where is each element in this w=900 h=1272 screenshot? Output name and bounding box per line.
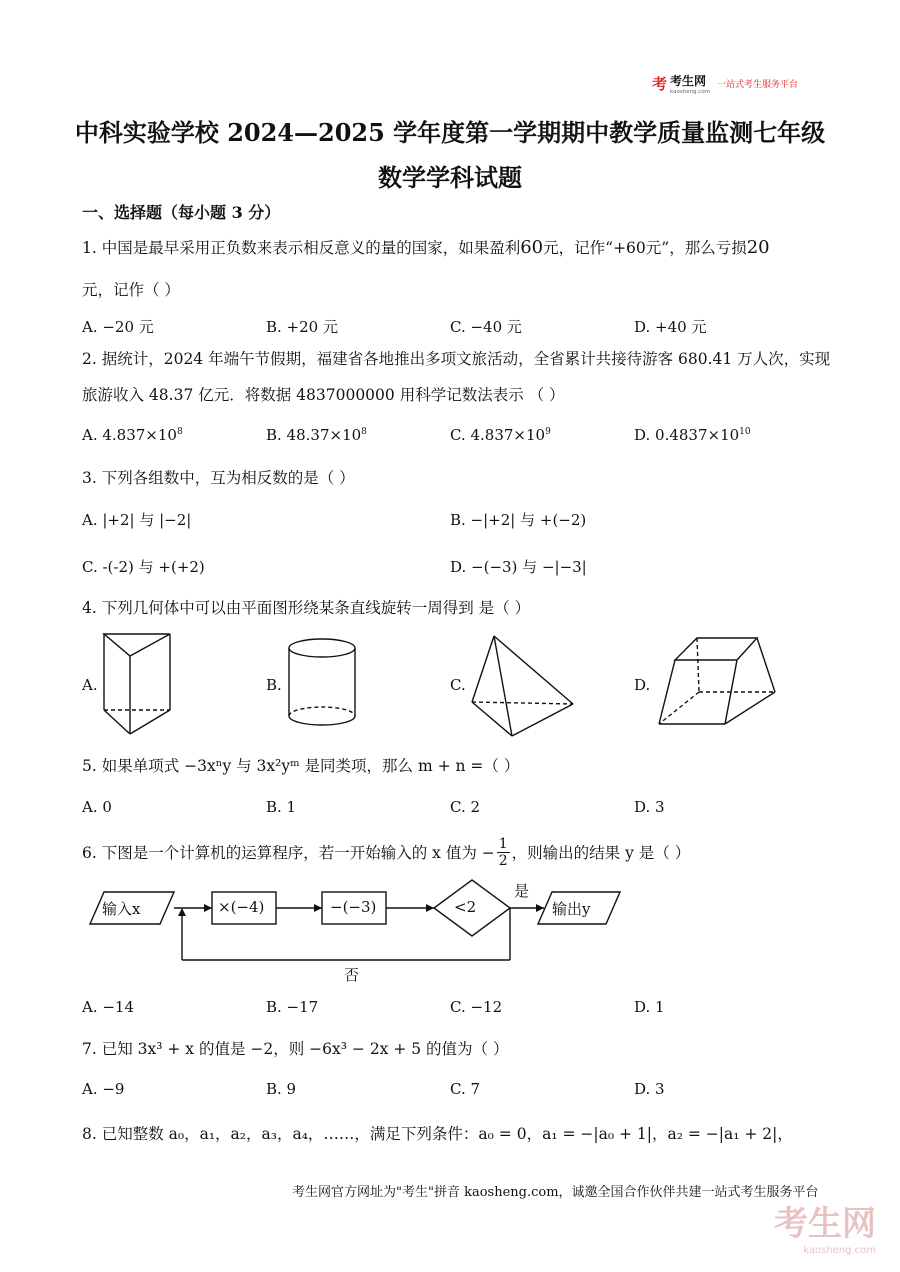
q3-option-a[interactable]: A. |+2| 与 |−2| bbox=[82, 511, 192, 529]
q4-option-a[interactable]: A. bbox=[82, 676, 98, 694]
page-subtitle: 数学学科试题 bbox=[378, 163, 522, 192]
q3-option-b[interactable]: B. −|+2| 与 +(−2) bbox=[450, 511, 587, 529]
q7-option-d[interactable]: D. 3 bbox=[634, 1080, 665, 1098]
watermark: 考生网 kaosheng.com bbox=[774, 1204, 876, 1256]
footer-note: 考生网官方网址为"考生"拼音 kaosheng.com，诚邀全国合作伙伴共建一站式考生服务平台 bbox=[292, 1185, 819, 1200]
q1-option-b[interactable]: B. +20 元 bbox=[266, 318, 338, 336]
q5-option-b[interactable]: B. 1 bbox=[266, 798, 297, 816]
flow-no-label: 否 bbox=[344, 966, 360, 984]
q4-option-c[interactable]: C. bbox=[450, 676, 466, 694]
question-3: 3. 下列各组数中，互为相反数的是（ ） bbox=[82, 469, 355, 487]
q7-option-b[interactable]: B. 9 bbox=[266, 1080, 297, 1098]
q1-option-a[interactable]: A. −20 元 bbox=[82, 318, 154, 336]
question-1: 1. 中国是最早采用正负数来表示相反意义的量的国家，如果盈利60元，记作“+60元”，那么亏损20 bbox=[82, 237, 770, 258]
question-8: 8. 已知整数 a₀，a₁，a₂，a₃，a₄，……，满足下列条件：a₀ = 0，a₁ = −|a₀ + 1|，a₂ = −|a₁ + 2|， bbox=[82, 1125, 793, 1143]
flow-yes-label: 是 bbox=[514, 882, 530, 900]
question-6: 6. 下图是一个计算机的运算程序，若一开始输入的 x 值为 − $\frac{1}{2}$ ，则输出的结果 y 是（ ） bbox=[82, 836, 691, 869]
cylinder-figure bbox=[285, 636, 360, 731]
q3-option-d[interactable]: D. −(−3) 与 −|−3| bbox=[450, 558, 587, 576]
question-5: 5. 如果单项式 −3xⁿy 与 3x²yᵐ 是同类项，那么 m + n =（ ） bbox=[82, 757, 520, 775]
q6-option-a[interactable]: A. −14 bbox=[82, 998, 135, 1016]
q1-option-c[interactable]: C. −40 元 bbox=[450, 318, 522, 336]
q3-option-c[interactable]: C. -(-2) 与 +(+2) bbox=[82, 558, 205, 576]
frustum-figure bbox=[655, 634, 780, 729]
q5-option-d[interactable]: D. 3 bbox=[634, 798, 665, 816]
q7-option-c[interactable]: C. 7 bbox=[450, 1080, 481, 1098]
flow-input: 输入x bbox=[102, 900, 141, 918]
q1-option-d[interactable]: D. +40 元 bbox=[634, 318, 707, 336]
flow-condition: <2 bbox=[454, 898, 477, 916]
question-2: 2. 据统计，2024 年端午节假期，福建省各地推出多项文旅活动，全省累计共接待游客 680.41 万人次，实现 bbox=[82, 350, 831, 368]
q2-option-b[interactable]: B. $48.37\times 10^8$ bbox=[266, 426, 367, 444]
prism-figure bbox=[100, 630, 175, 740]
pyramid-figure bbox=[468, 632, 578, 742]
q6-option-c[interactable]: C. −12 bbox=[450, 998, 503, 1016]
q2-option-c[interactable]: C. $4.837\times 10^9$ bbox=[450, 426, 551, 444]
question-1-cont: 元，记作（ ） bbox=[82, 281, 180, 299]
question-7: 7. 已知 3x³ + x 的值是 −2，则 −6x³ − 2x + 5 的值为（ ） bbox=[82, 1040, 509, 1058]
flow-step-multiply: ×(−4) bbox=[218, 898, 265, 916]
q6-option-b[interactable]: B. −17 bbox=[266, 998, 319, 1016]
flow-step-subtract: −(−3) bbox=[330, 898, 377, 916]
fraction: $\frac{1}{2}$ bbox=[498, 836, 508, 869]
logo-slogan: 一站式考生服务平台 bbox=[717, 80, 799, 90]
logo-name: 考生网 bbox=[670, 74, 707, 88]
q2-option-d[interactable]: D. $0.4837\times 10^{10}$ bbox=[634, 426, 751, 444]
q2-option-a[interactable]: A. $4.837\times 10^8$ bbox=[82, 426, 183, 444]
q6-option-d[interactable]: D. 1 bbox=[634, 998, 665, 1016]
q4-option-b[interactable]: B. bbox=[266, 676, 282, 694]
q5-option-c[interactable]: C. 2 bbox=[450, 798, 481, 816]
q7-option-a[interactable]: A. −9 bbox=[82, 1080, 125, 1098]
flow-output: 输出y bbox=[552, 900, 591, 918]
q5-option-a[interactable]: A. 0 bbox=[82, 798, 112, 816]
flowchart bbox=[82, 878, 642, 990]
q4-option-d[interactable]: D. bbox=[634, 676, 651, 694]
logo-domain: kaosheng.com bbox=[670, 89, 711, 95]
logo-mark-icon: 考 bbox=[652, 75, 668, 93]
page-title: 中科实验学校 2024—2025 学年度第一学期期中教学质量监测七年级 bbox=[74, 118, 826, 147]
question-2-cont: 旅游收入 48.37 亿元．将数据 4837000000 用科学记数法表示 （ ） bbox=[82, 386, 565, 404]
question-4: 4. 下列几何体中可以由平面图形绕某条直线旋转一周得到 是（ ） bbox=[82, 599, 531, 617]
section-heading: 一、选择题（每小题 3 分） bbox=[82, 203, 281, 222]
site-logo bbox=[652, 72, 798, 95]
